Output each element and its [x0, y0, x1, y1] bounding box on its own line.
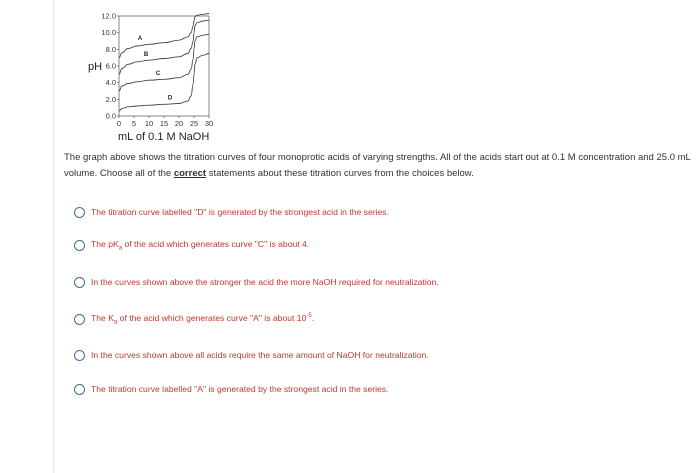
x-tick-label: 25: [189, 119, 199, 128]
option-label: [91, 350, 429, 360]
x-tick-label: 10: [144, 119, 154, 128]
radio-button-icon[interactable]: [74, 240, 85, 251]
question-text-end: statements about these titration curves from the choices below.: [206, 168, 474, 179]
question-emphasis: correct: [173, 168, 207, 179]
titration-chart-svg: [88, 8, 240, 143]
option-2[interactable]: [74, 238, 309, 252]
option-text-segment: of the acid which generates curve "C" is about 4.: [122, 238, 310, 249]
question-text-start: The graph above shows the titration curves of four monoprotic acids of varying strengths. All of the acids start out at 0.1 M concentration and 25.0 mL volume. Choose all of the: [64, 152, 691, 179]
x-axis-label: mL of 0.1 M NaOH: [118, 131, 210, 143]
question-text: [64, 150, 700, 182]
x-tick-label: 30: [204, 119, 214, 128]
titration-chart: [88, 8, 240, 143]
option-label: [91, 384, 389, 394]
titration-curve-a: [119, 14, 209, 58]
x-tick-label: 0: [116, 119, 122, 128]
option-5[interactable]: [74, 348, 429, 362]
curve-label-c: C: [155, 71, 161, 78]
option-text-segment: The titration curve labelled "A" is generated by the strongest acid in the series.: [91, 384, 389, 394]
superscript: -5: [306, 312, 312, 319]
curve-label-a: A: [137, 36, 143, 43]
x-tick-label: 15: [159, 119, 169, 128]
curve-label-d: D: [167, 95, 173, 102]
radio-button-icon[interactable]: [74, 277, 85, 288]
page-left-border: [53, 0, 54, 473]
y-tick-label: 10.0: [101, 28, 116, 38]
option-3[interactable]: [74, 275, 439, 289]
radio-button-icon[interactable]: [74, 350, 85, 361]
option-text-segment: The titration curve labelled "D" is generated by the strongest acid in the series.: [91, 207, 389, 217]
option-label: [91, 313, 314, 326]
y-axis-label: pH: [88, 61, 103, 73]
option-text-segment: In the curves shown above the stronger the acid the more NaOH required for neutralization.: [91, 277, 439, 287]
option-label: [91, 207, 389, 217]
radio-button-icon[interactable]: [74, 207, 85, 218]
option-text-segment: The K: [91, 312, 114, 323]
y-tick-label: 8.0: [105, 44, 116, 54]
option-text-segment: In the curves shown above all acids require the same amount of NaOH for neutralization.: [91, 350, 429, 360]
x-tick-label: 20: [174, 119, 184, 128]
y-tick-label: 0.0: [105, 111, 116, 121]
option-text-segment: of the acid which generates curve "A" is about 10: [117, 312, 307, 323]
y-tick-label: 4.0: [105, 78, 116, 88]
curve-label-b: B: [143, 52, 149, 58]
radio-button-icon[interactable]: [74, 384, 85, 395]
option-6[interactable]: [74, 382, 389, 396]
subscript: a: [113, 319, 118, 326]
y-tick-label: 2.0: [105, 94, 116, 104]
option-label: [91, 239, 309, 252]
radio-button-icon[interactable]: [74, 314, 85, 325]
option-text-segment: .: [311, 312, 315, 323]
subscript: a: [118, 245, 123, 252]
y-tick-label: 12.0: [101, 11, 116, 21]
option-label: [91, 277, 439, 287]
x-tick-label: 5: [131, 119, 137, 128]
option-4[interactable]: [74, 312, 314, 326]
y-tick-label: 6.0: [105, 61, 116, 71]
plot-frame: [119, 16, 209, 116]
option-1[interactable]: [74, 205, 389, 219]
option-text-segment: The pK: [91, 238, 119, 249]
